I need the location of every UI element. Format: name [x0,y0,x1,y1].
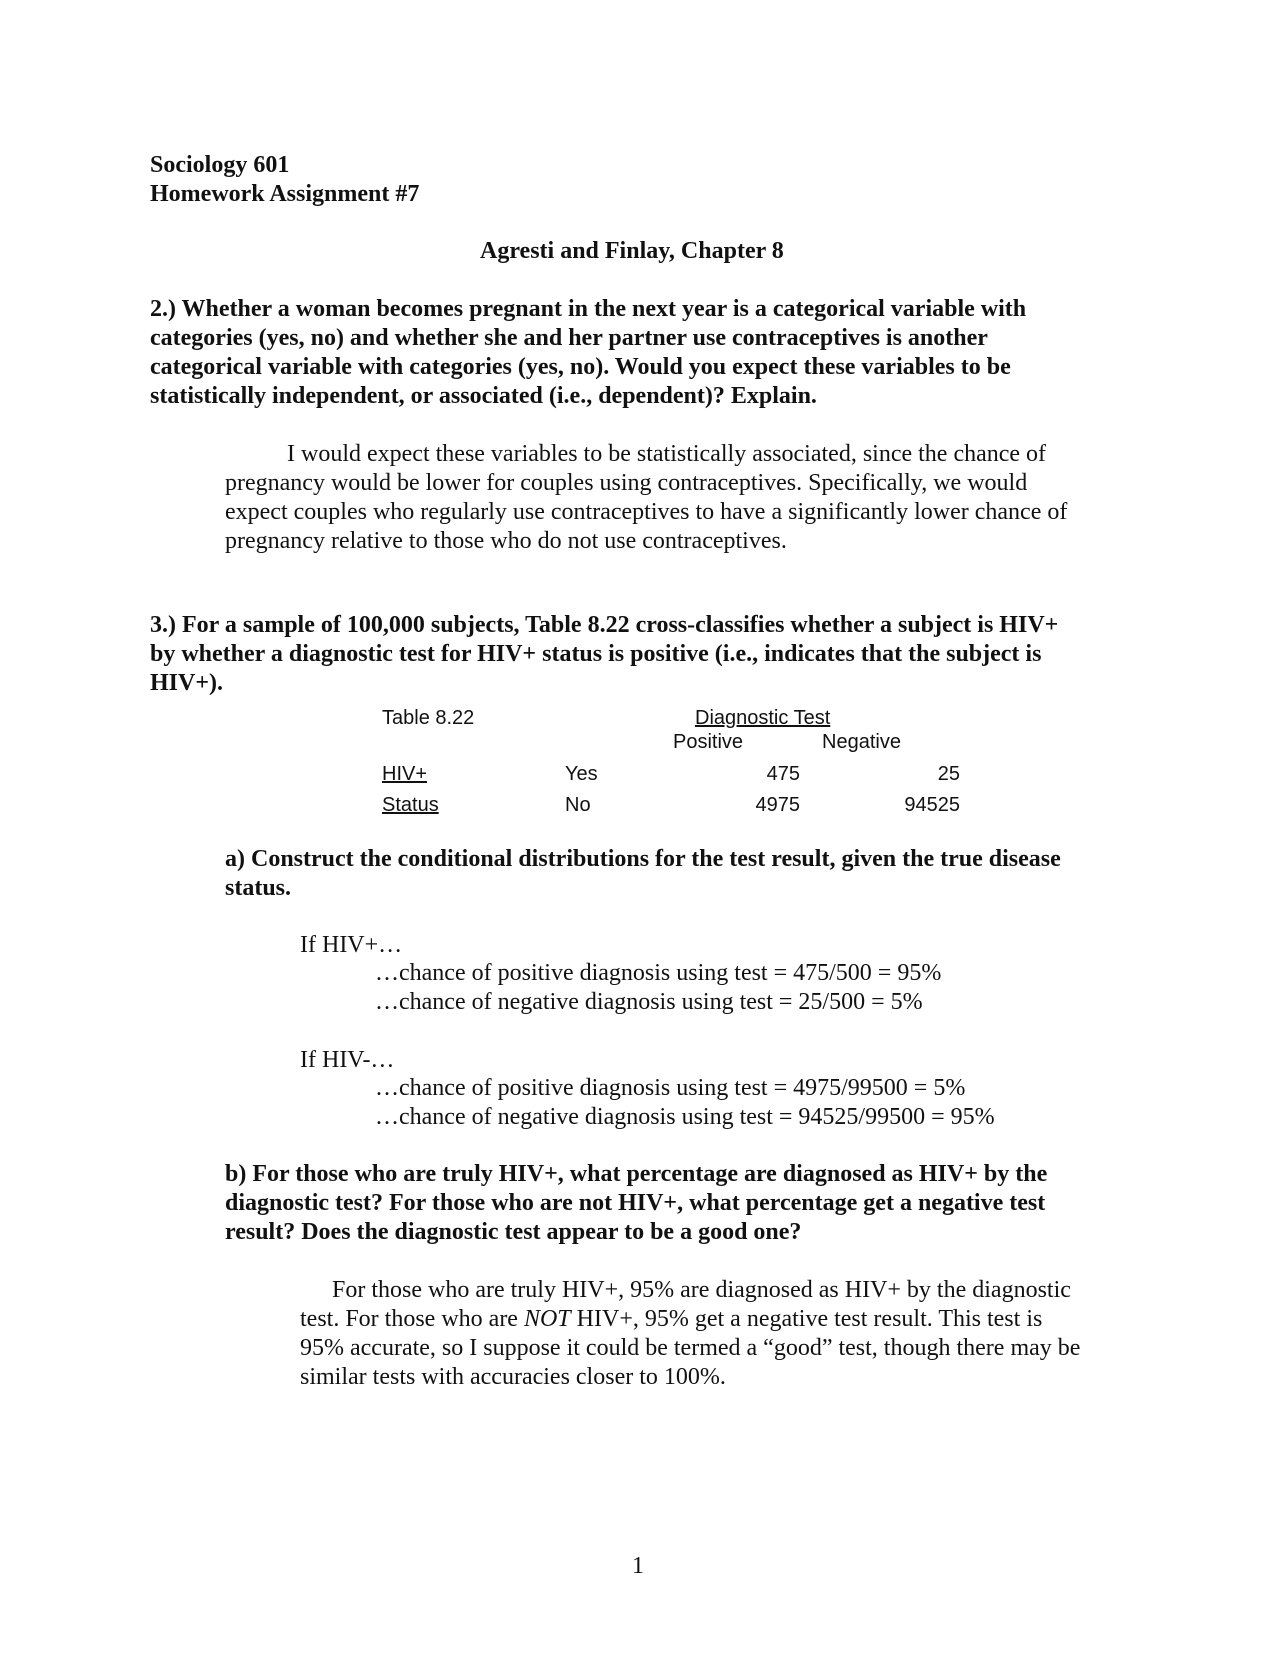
q3b-answer-text: HIV+, 95% get a negative test result. This test is [570,1306,1043,1332]
q3b-question-line: result? Does the diagnostic test appear to be a good one? [225,1219,802,1245]
q3a-answer-line: …chance of positive diagnosis using test = 475/500 = 95% [375,960,942,986]
table-row-group-label: Status [382,794,439,816]
q3-question-line: by whether a diagnostic test for HIV+ status is positive (i.e., indicates that the subject is [150,641,1042,667]
q3b-question [225,1160,1047,1247]
q3b-answer [300,1276,1080,1392]
q3a-answer-line: …chance of negative diagnosis using test = 25/500 = 5% [375,989,923,1015]
q3-question-line: 3.) For a sample of 100,000 subjects, Table 8.22 cross-classifies whether a subject is HIV+ [150,612,1059,638]
q2-question-line: categorical variable with categories (yes, no). Would you expect these variables to be [150,354,1011,380]
q3a-question [225,845,1061,903]
q3a-question-line: status. [225,875,292,901]
course-title: Sociology 601 [150,152,290,178]
table-row-label-yes: Yes [565,763,598,785]
q3-question [150,611,1058,698]
q3a-question-line: a) Construct the conditional distributions for the test result, given the true disease [225,846,1061,872]
table-cell-no-negative: 94525 [904,794,960,816]
q2-question-line: 2.) Whether a woman becomes pregnant in the next year is a categorical variable with [150,296,1027,322]
q2-answer-line: expect couples who regularly use contraceptives to have a significantly lower chance of [225,499,1068,525]
table-caption: Table 8.22 [382,707,475,729]
table-column-negative-header: Negative [822,731,901,753]
chapter-heading: Agresti and Finlay, Chapter 8 [480,238,784,264]
page-number: 1 [632,1553,644,1579]
q3b-answer-line: 95% accurate, so I suppose it could be termed a “good” test, though there may be [300,1335,1081,1361]
q2-question-line: statistically independent, or associated (i.e., dependent)? Explain. [150,383,817,409]
table-cell-no-positive: 4975 [755,794,800,816]
assignment-title: Homework Assignment #7 [150,181,420,207]
table-row-group-label: HIV+ [382,763,428,785]
q3a-hiv-pos-answers [375,959,941,1017]
q3b-answer-line: similar tests with accuracies closer to 100%. [300,1364,726,1390]
table-cell-yes-negative: 25 [937,763,960,785]
q3-question-line: HIV+). [150,670,224,696]
q2-answer-line: pregnancy relative to those who do not use contraceptives. [225,528,787,554]
q3a-answer-line: …chance of negative diagnosis using test = 94525/99500 = 95% [375,1104,995,1130]
q3a-answer-line: …chance of positive diagnosis using test = 4975/99500 = 5% [375,1075,966,1101]
q3b-answer-line [300,1305,1080,1334]
q2-answer-line: pregnancy would be lower for couples using contraceptives. Specifically, we would [225,470,1028,496]
q3b-question-line: diagnostic test? For those who are not HIV+, what percentage get a negative test [225,1190,1046,1216]
table-column-positive-header: Positive [673,731,744,753]
q3a-hiv-pos-label: If HIV+… [300,932,403,958]
q3a-hiv-neg-label: If HIV-… [300,1047,395,1073]
q3b-question-line: b) For those who are truly HIV+, what percentage are diagnosed as HIV+ by the [225,1161,1048,1187]
q2-answer-line: I would expect these variables to be statistically associated, since the chance of [287,441,1047,467]
q2-question-line: categories (yes, no) and whether she and her partner use contraceptives is another [150,325,988,351]
q3a-hiv-neg-answers [375,1074,995,1132]
q2-answer [225,440,1067,556]
q3b-answer-emphasis: NOT [523,1306,571,1332]
q2-question [150,295,1026,411]
table-cell-yes-positive: 475 [766,763,800,785]
table-row-label-no: No [565,794,591,816]
q3b-answer-text: test. For those who are [300,1306,524,1332]
q3b-answer-line: For those who are truly HIV+, 95% are diagnosed as HIV+ by the diagnostic [332,1277,1071,1303]
table-column-group-header: Diagnostic Test [695,707,831,729]
